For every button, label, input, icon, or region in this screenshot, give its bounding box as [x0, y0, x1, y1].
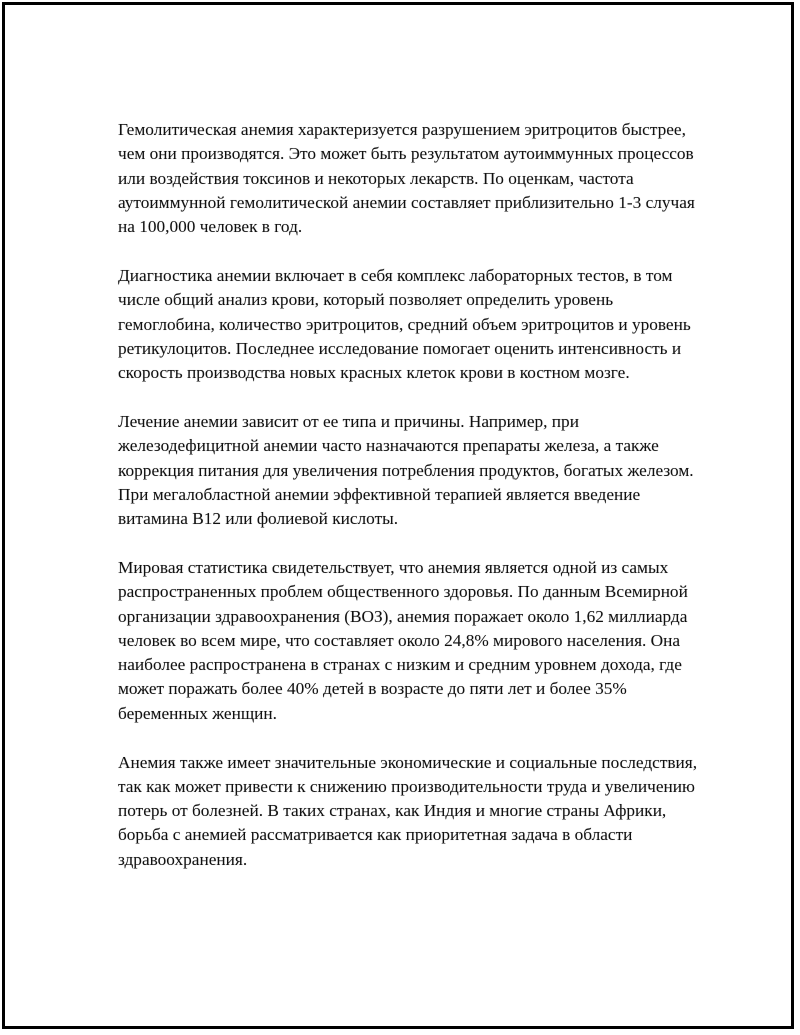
paragraph-world-statistics: Мировая статистика свидетельствует, что анемия является одной из самых распространенных проблем общественного здоровья. По данным Всемирной организации здравоохранения (ВОЗ), анемия поражает около 1,62 миллиарда человек во всем мире, что составляет около 24,8% мирового населения. Она наиболее распространена в странах с низким и средним уровнем дохода, где может поражать более 40% детей в возрасте до пяти лет и более 35% беременных женщин. — [118, 557, 688, 723]
paragraph-hemolytic-anemia: Гемолитическая анемия характеризуется разрушением эритроцитов быстрее, чем они производятся. Это может быть результатом аутоиммунных процессов или воздействия токсинов и некоторых лекарств. По оценкам, частота аутоиммунной гемолитической анемии составляет приблизительно 1-3 случая на 100,000 человек в год. — [118, 120, 695, 237]
paragraph-treatment: Лечение анемии зависит от ее типа и причины. Например, при железодефицитной анемии часто назначаются препараты железа, а также коррекция питания для увеличения потребления продуктов, богатых железом. При мегалобластной анемии эффективной терапией является введение витамина B12 или фолиевой кислоты. — [118, 411, 694, 529]
document-body — [118, 118, 698, 897]
paragraph-social-consequences: Анемия также имеет значительные экономические и социальные последствия, так как может привести к снижению производительности труда и увеличению потерь от болезней. В таких странах, как Индия и многие страны Африки, борьба с анемией рассматривается как приоритетная задача в области здравоохранения. — [118, 752, 698, 869]
paragraph-diagnostics: Диагностика анемии включает в себя комплекс лабораторных тестов, в том числе общий анализ крови, который позволяет определить уровень гемоглобина, количество эритроцитов, средний объем эритроцитов и уровень ретикулоцитов. Последнее исследование помогает оценить интенсивность и скорость производства новых красных клеток крови в костном мозге. — [118, 265, 691, 383]
